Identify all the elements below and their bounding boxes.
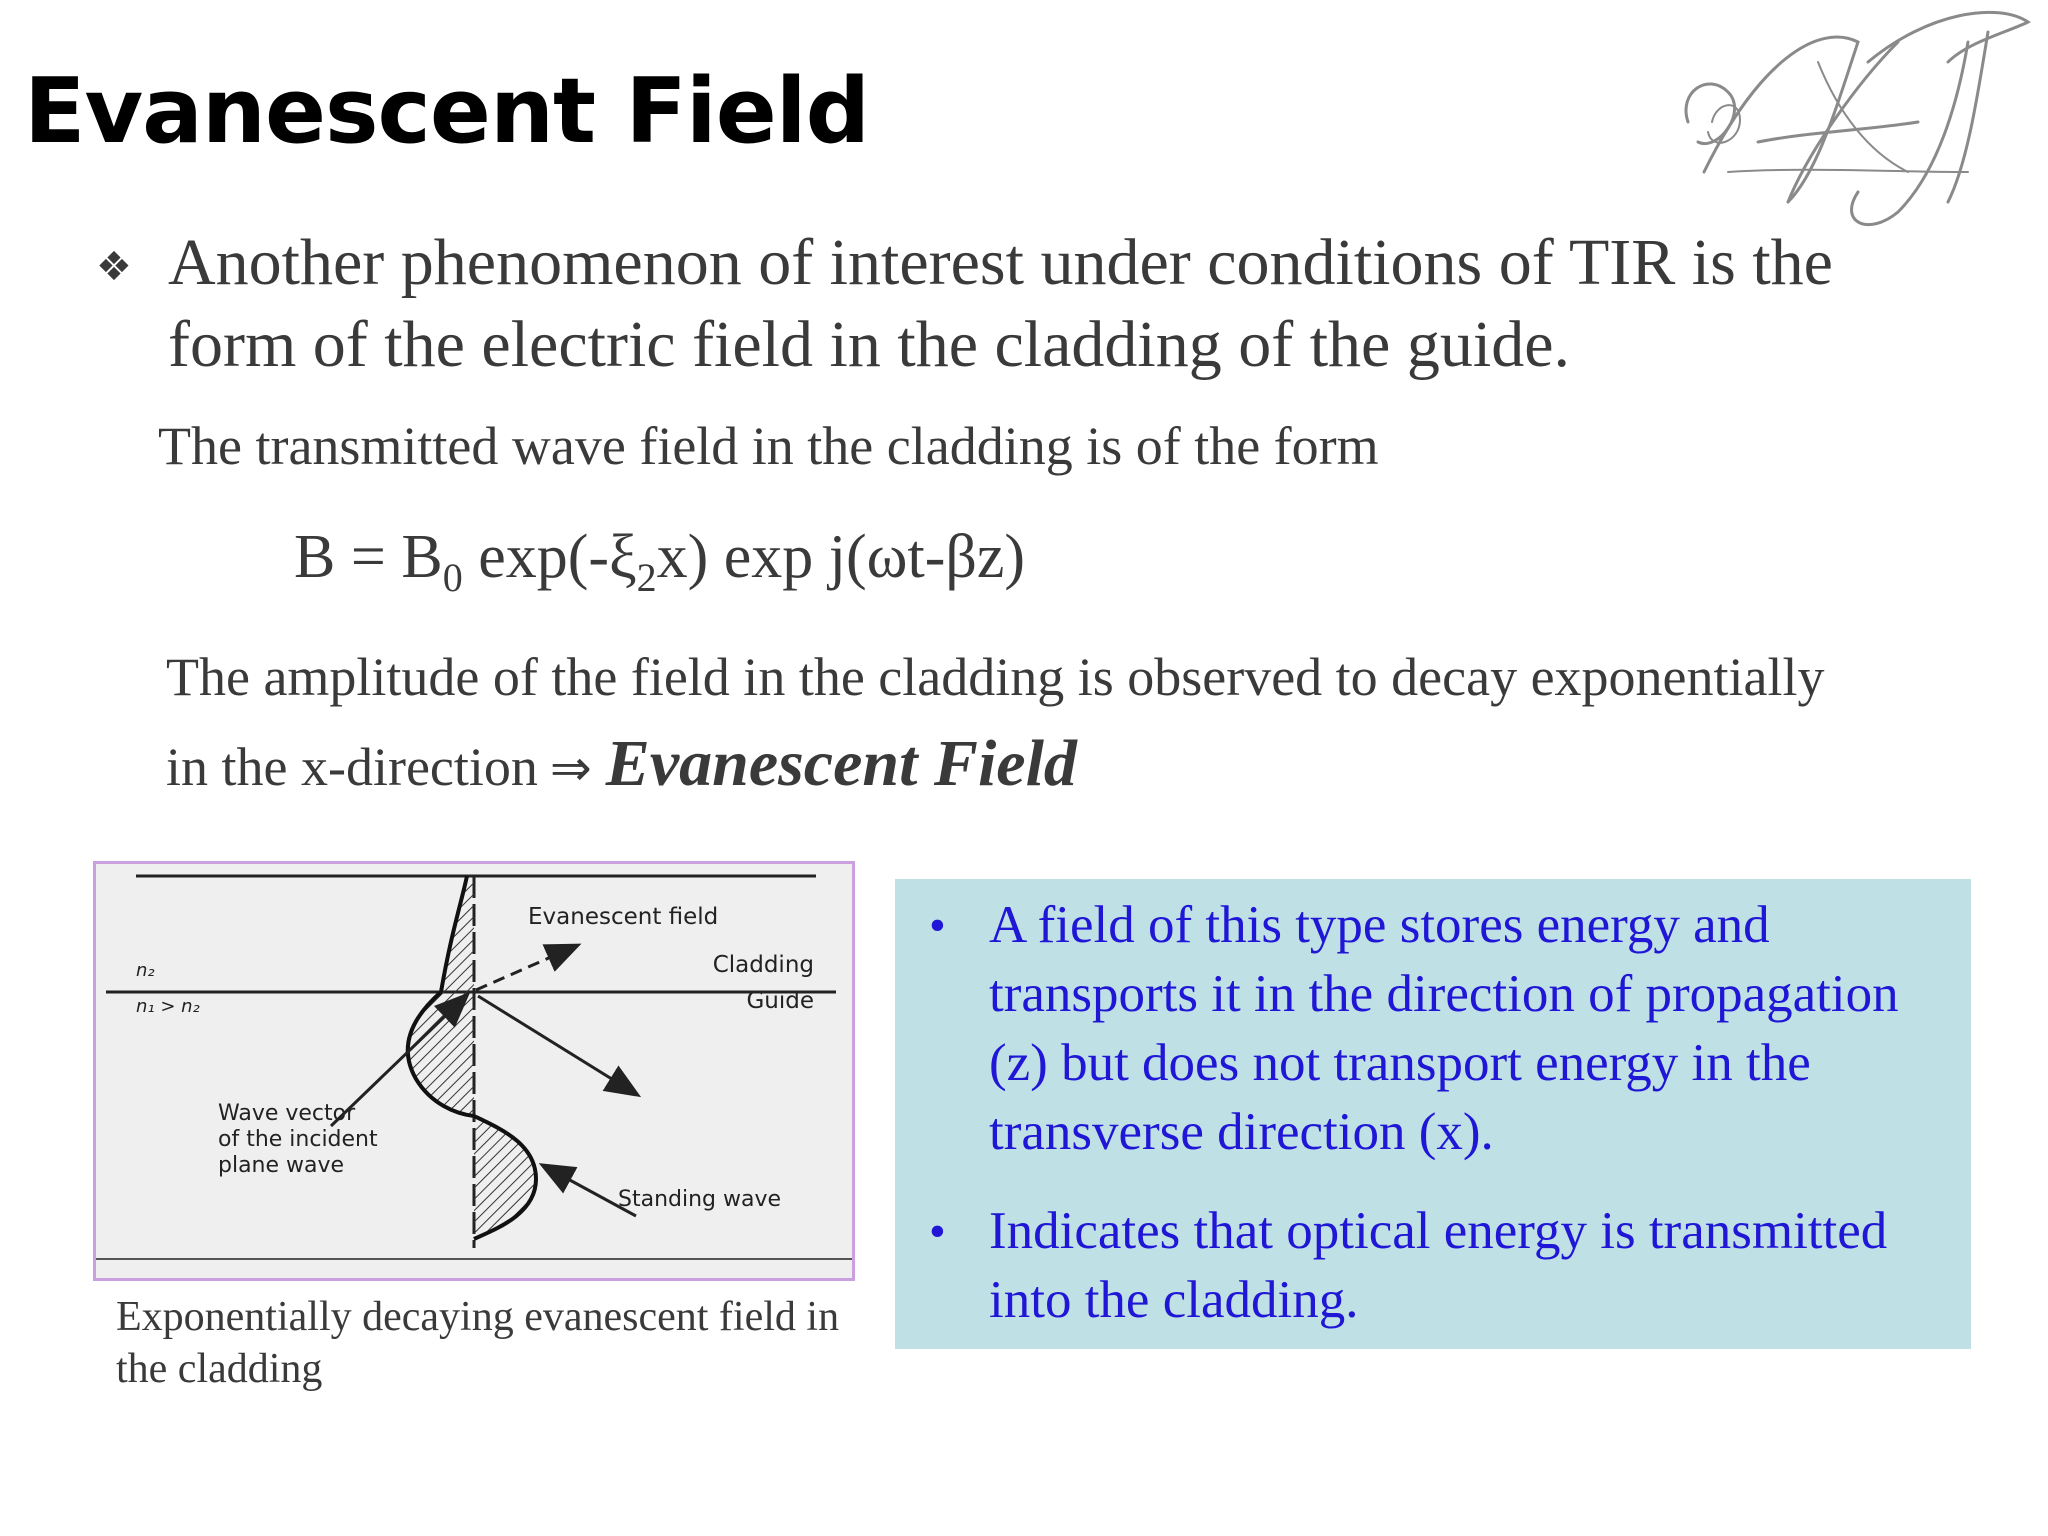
label-cladding: Cladding bbox=[712, 952, 814, 978]
monogram-logo-icon bbox=[1668, 2, 2048, 238]
info-item-text: Indicates that optical energy is transmitted into the cladding. bbox=[989, 1202, 1888, 1329]
equation-rhs: x) exp j(ωt-βz) bbox=[656, 523, 1026, 591]
reflected-ray-arrow bbox=[478, 996, 636, 1094]
main-bullet bbox=[96, 222, 1916, 386]
label-n1-greater-n2: n₁ > n₂ bbox=[136, 996, 200, 1017]
implies-arrow-icon: ⇒ bbox=[549, 739, 592, 797]
evanescent-emphasis: Evanescent Field bbox=[605, 727, 1077, 800]
info-item bbox=[915, 891, 1951, 1167]
info-item-text: A field of this type stores energy and transports it in the direction of propagation (z) but does not transport energy in the transverse direction (x). bbox=[989, 896, 1899, 1161]
bullet-dot-icon: • bbox=[929, 1205, 946, 1258]
label-wave-vector-2: of the incident bbox=[218, 1127, 378, 1152]
equation-mid: exp(-ξ bbox=[462, 523, 637, 591]
transmitted-wave-text: The transmitted wave field in the cladding is of the form bbox=[158, 416, 1379, 476]
evanescent-pointer-arrow bbox=[476, 946, 576, 990]
amplitude-paragraph bbox=[166, 640, 1966, 808]
label-wave-vector-1: Wave vector bbox=[218, 1101, 356, 1126]
equation-subscript-2: 2 bbox=[636, 555, 657, 600]
info-box bbox=[895, 879, 1971, 1349]
info-item bbox=[915, 1197, 1951, 1335]
equation-lhs: B = B bbox=[294, 523, 443, 591]
label-wave-vector-3: plane wave bbox=[218, 1153, 345, 1178]
guide-lobe-fill bbox=[408, 992, 474, 1116]
amplitude-line-1: The amplitude of the field in the cladding is observed to decay exponentially bbox=[166, 647, 1825, 707]
field-equation bbox=[294, 522, 1026, 600]
diamond-bullet-icon: ❖ bbox=[96, 244, 132, 290]
label-n2: n₂ bbox=[136, 960, 155, 981]
slide-title: Evanescent Field bbox=[24, 59, 870, 164]
main-bullet-text: Another phenomenon of interest under conditions of TIR is the form of the electric field in the cladding of the guide. bbox=[168, 226, 1833, 381]
figure-caption: Exponentially decaying evanescent field in the cladding bbox=[116, 1294, 840, 1392]
figure-diagram bbox=[96, 864, 852, 1278]
evanescent-field-figure bbox=[93, 861, 855, 1281]
label-evanescent-field: Evanescent field bbox=[528, 904, 719, 930]
equation-subscript-0: 0 bbox=[442, 555, 463, 600]
bullet-dot-icon: • bbox=[929, 899, 946, 952]
amplitude-line-2 bbox=[166, 724, 1966, 808]
label-standing-wave: Standing wave bbox=[618, 1187, 782, 1212]
label-guide: Guide bbox=[746, 988, 814, 1014]
amplitude-line-2-prefix: in the x-direction bbox=[166, 737, 538, 797]
